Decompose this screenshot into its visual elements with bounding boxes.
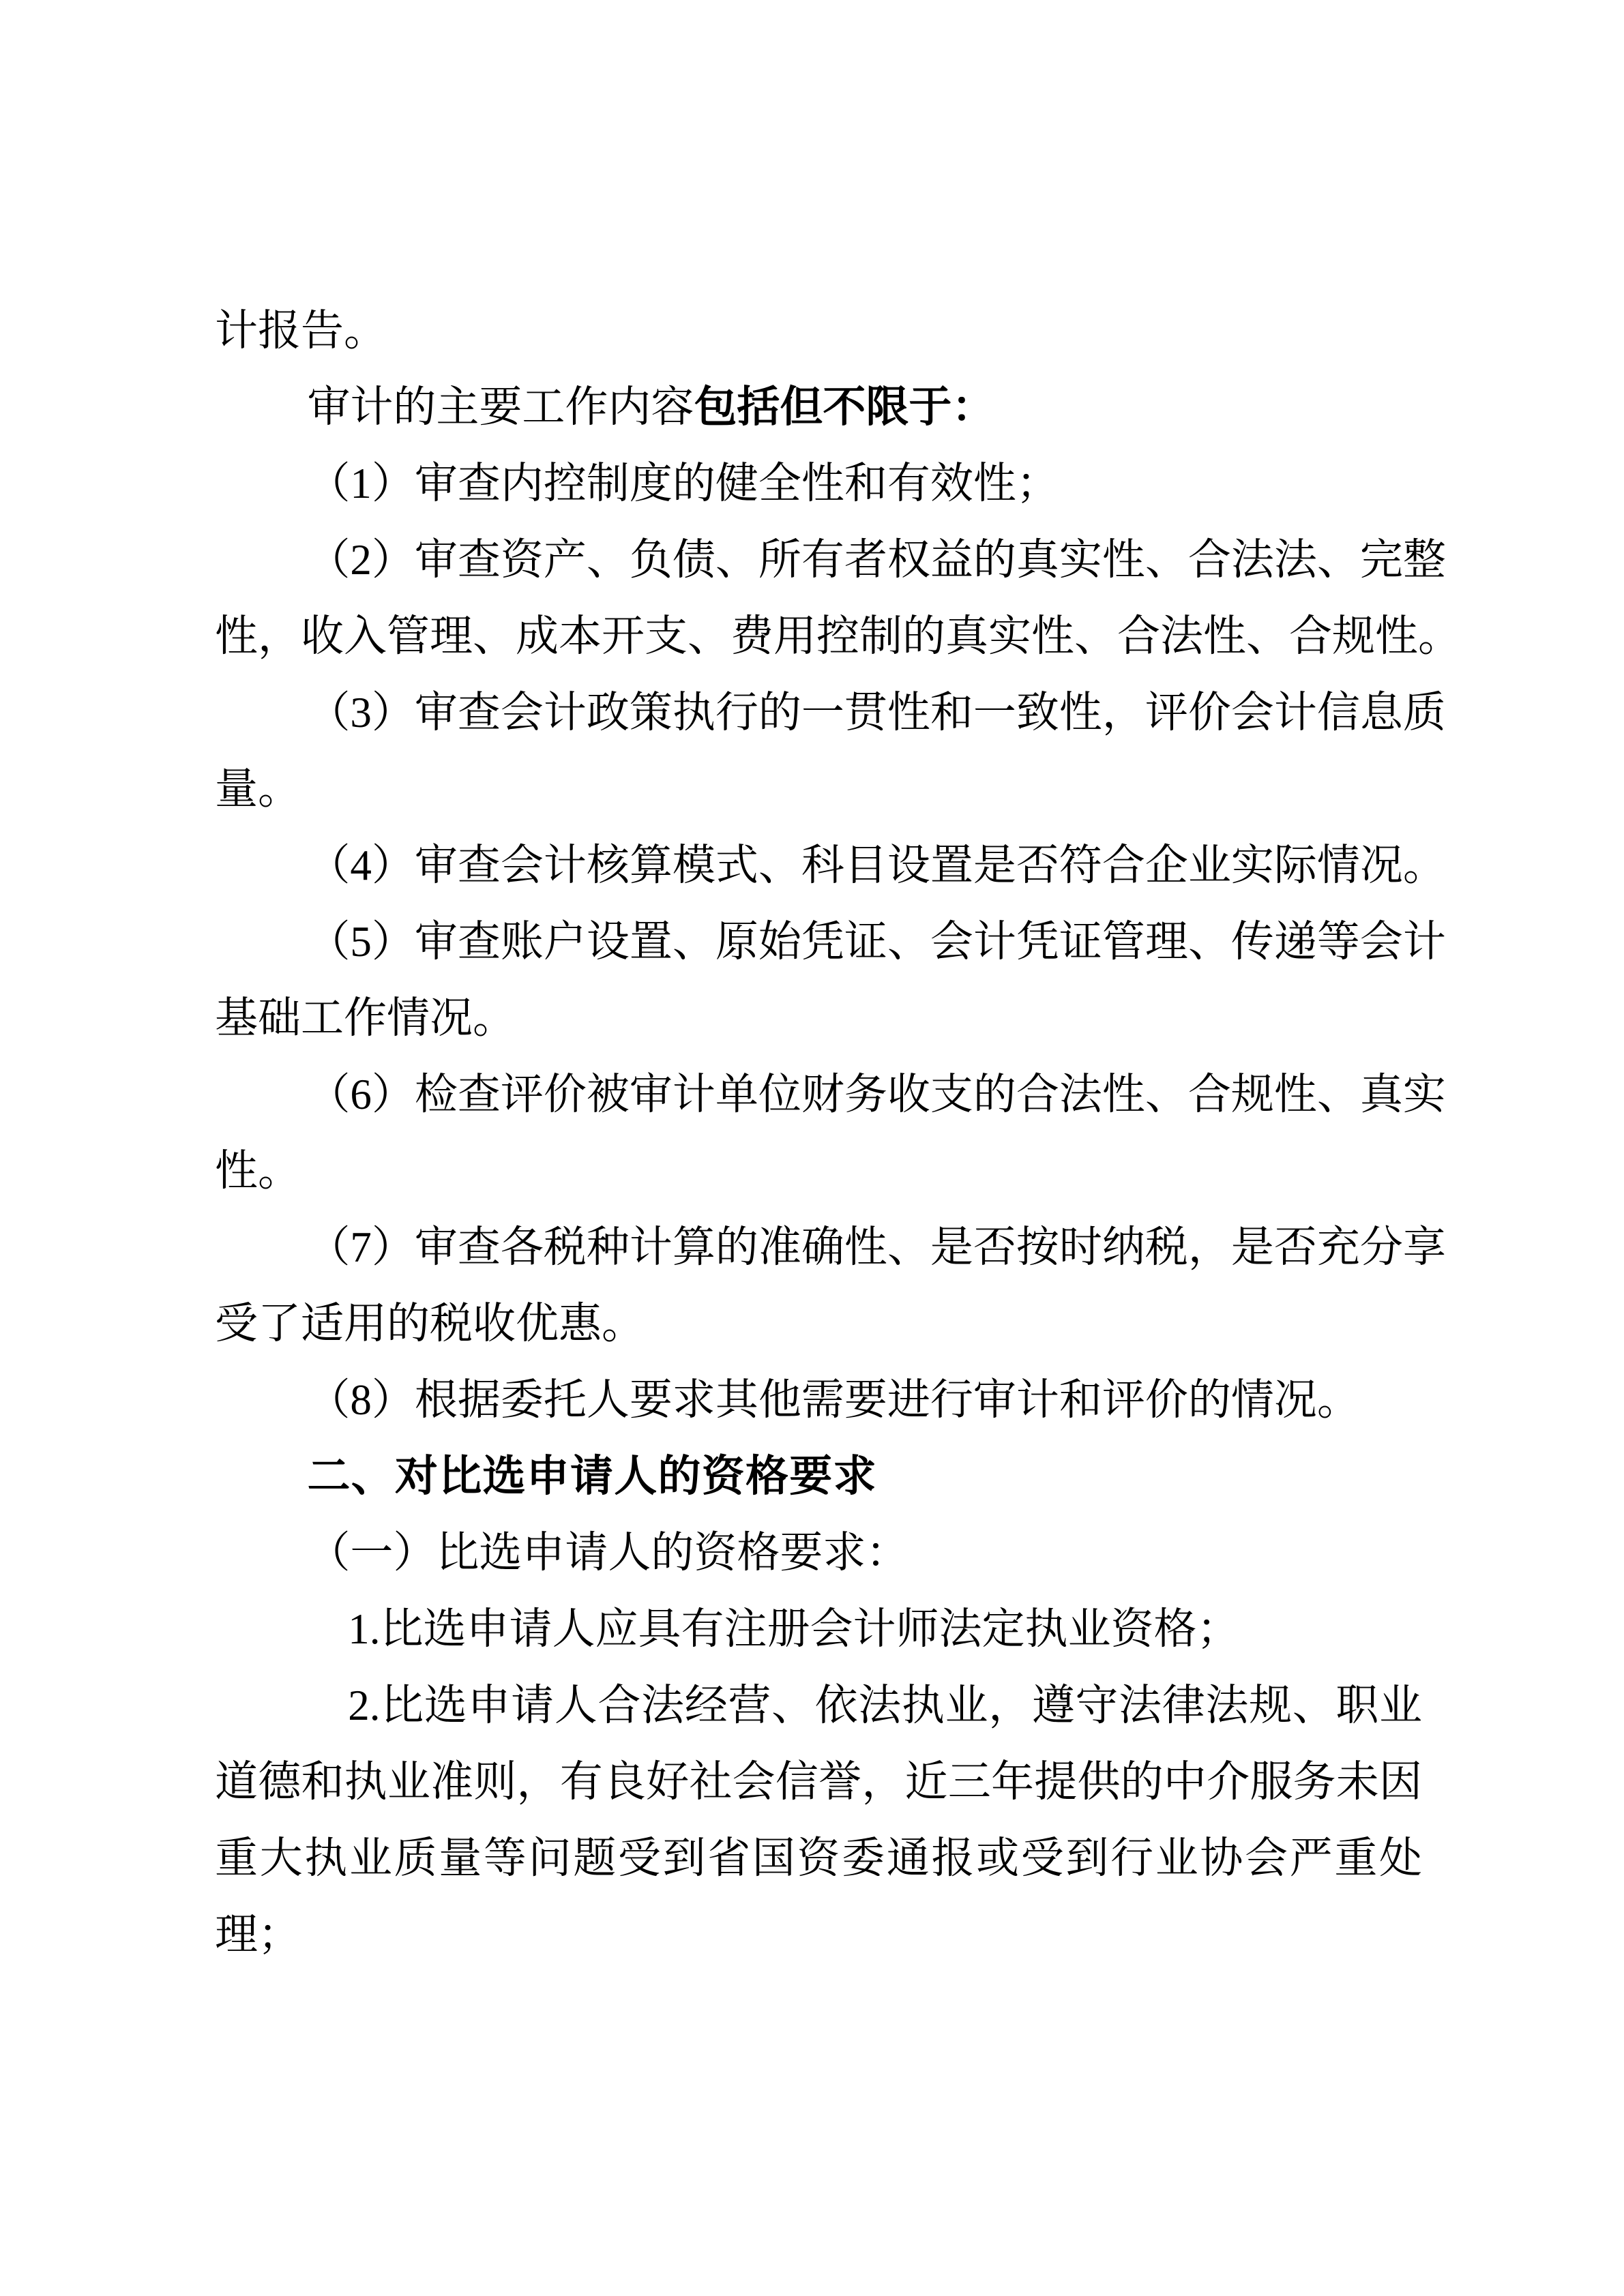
text-line	[215, 1285, 1422, 1362]
text-run: 道德和执业准则，有良好社会信誉，近三年提供的中介服务未因	[215, 1758, 1422, 1806]
emphasized-text-run: 二、对比选申请人的资格要求	[307, 1452, 877, 1500]
text-line	[215, 904, 1446, 980]
text-line	[215, 1133, 1422, 1209]
text-line	[215, 1515, 1422, 1591]
text-run: （6）检查评价被审计单位财务收支的合法性、合规性、真实	[307, 1071, 1446, 1118]
text-line	[215, 674, 1446, 751]
text-line	[215, 598, 1461, 674]
text-line	[215, 1820, 1422, 1896]
text-run: 计报告。	[215, 307, 387, 355]
text-line	[215, 293, 1422, 369]
text-run: （5）审查账户设置、原始凭证、会计凭证管理、传递等会计	[307, 918, 1446, 966]
text-line	[215, 827, 1446, 904]
text-run: （3）审查会计政策执行的一贯性和一致性，评价会计信息质	[307, 689, 1446, 736]
text-line	[215, 751, 1422, 827]
text-run: 审计的主要工作内容	[307, 383, 694, 431]
text-line	[215, 522, 1446, 598]
text-run: 2.比选申请人合法经营、依法执业，遵守法律法规、职业	[348, 1682, 1422, 1729]
text-run: （一）比选申请人的资格要求：	[307, 1529, 909, 1577]
document-body	[215, 293, 1461, 1973]
text-run: （2）审查资产、负债、所有者权益的真实性、合法法、完整	[307, 536, 1446, 584]
emphasized-text-run: 包括但不限于：	[694, 383, 995, 431]
text-run: （1）审查内控制度的健全性和有效性；	[307, 460, 1059, 507]
text-line	[215, 445, 1422, 522]
text-run: （7）审查各税种计算的准确性、是否按时纳税，是否充分享	[307, 1223, 1446, 1271]
text-line	[215, 1667, 1422, 1744]
text-run: （8）根据委托人要求其他需要进行审计和评价的情况。	[307, 1376, 1360, 1424]
text-run: 基础工作情况。	[215, 994, 516, 1042]
text-line	[215, 1056, 1446, 1133]
text-run: （4）审查会计核算模式、科目设置是否符合企业实际情况。	[307, 841, 1446, 889]
text-line	[215, 1896, 1422, 1973]
text-run: 1.比选申请人应具有注册会计师法定执业资格；	[348, 1605, 1240, 1653]
text-line	[215, 369, 1422, 445]
text-line	[215, 1209, 1446, 1285]
text-run: 量。	[215, 765, 301, 813]
text-line	[215, 1744, 1422, 1820]
section-heading	[215, 1438, 1422, 1515]
text-line	[215, 1362, 1422, 1438]
text-run: 性。	[215, 1147, 301, 1195]
text-run: 理；	[215, 1911, 301, 1958]
text-run: 受了适用的税收优惠。	[215, 1300, 645, 1347]
text-run: 重大执业质量等问题受到省国资委通报或受到行业协会严重处	[215, 1834, 1422, 1882]
text-line	[215, 980, 1422, 1056]
text-run: 性，收入管理、成本开支、费用控制的真实性、合法性、合规性。	[215, 612, 1461, 660]
text-line	[215, 1591, 1422, 1667]
